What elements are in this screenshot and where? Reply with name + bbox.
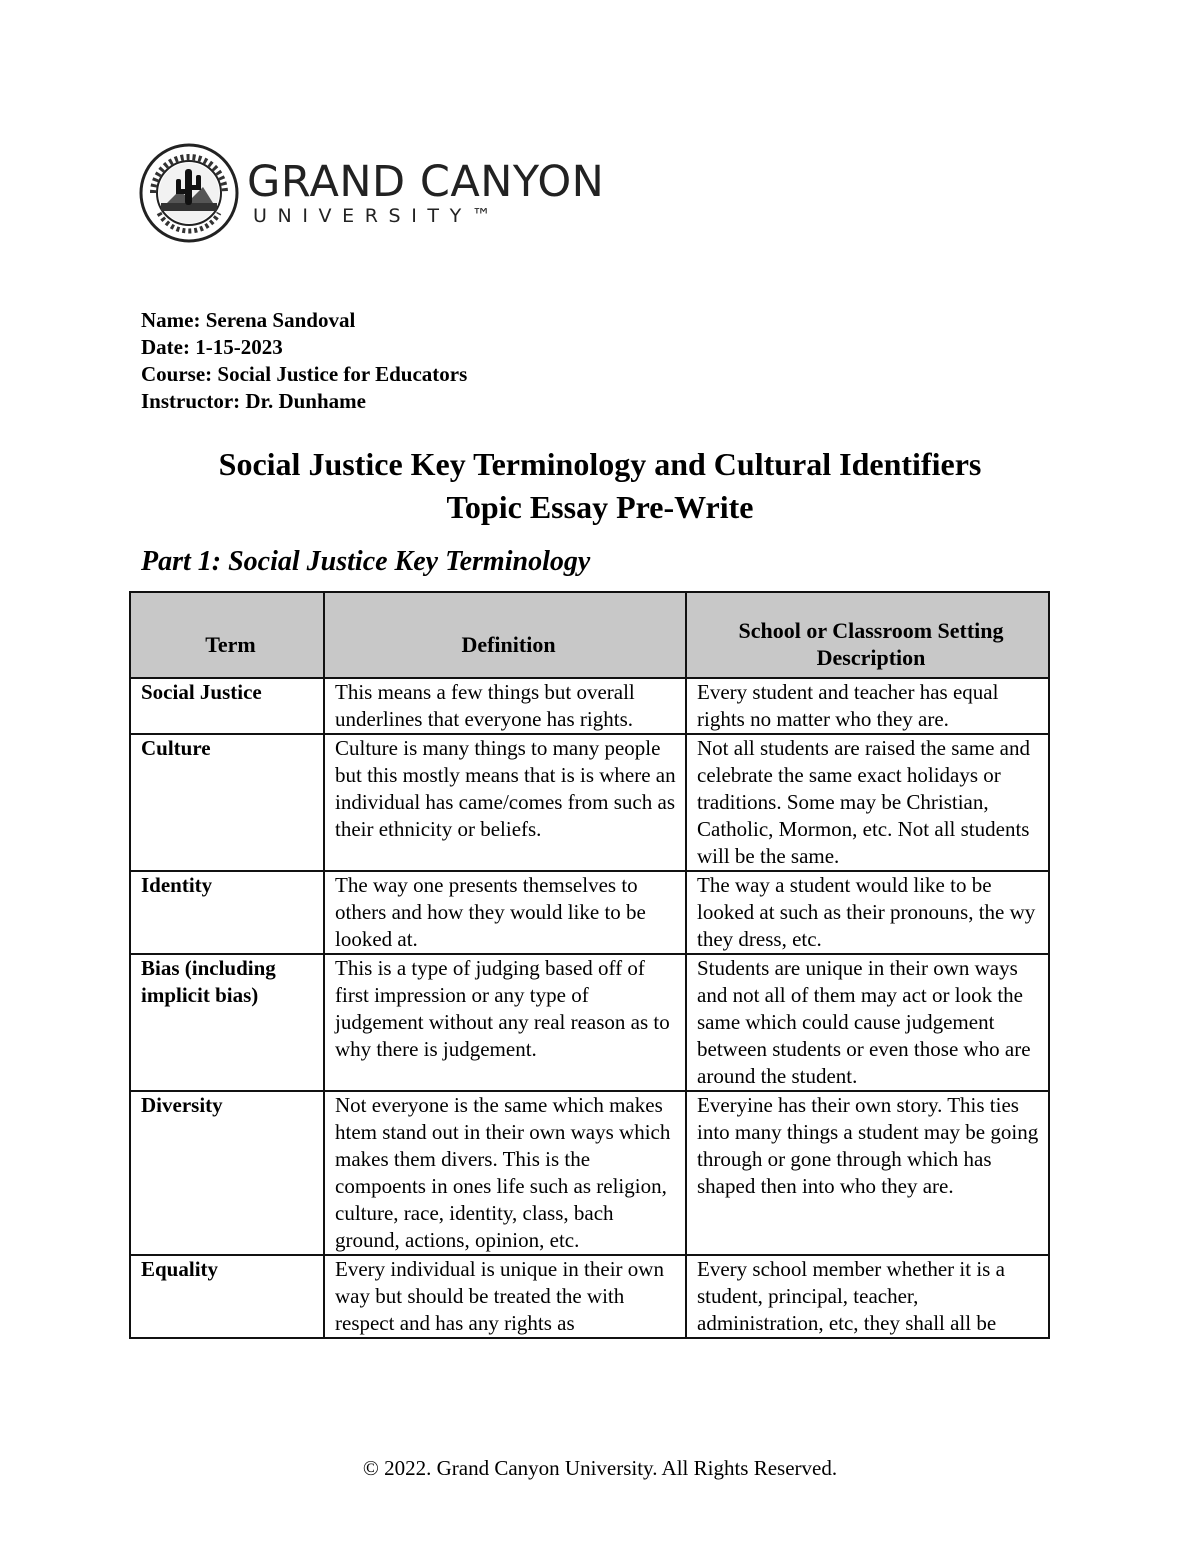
definition-cell: This means a few things but overall underlines that everyone has rights. [324,678,686,734]
table-header-row [130,592,1049,678]
setting-cell: Students are unique in their own ways and not all of them may act or look the same which could cause judgement between students or even those who are around the student. [686,954,1049,1091]
definition-cell: This is a type of judging based off of first impression or any type of judgement without any real reason as to why there is judgement. [324,954,686,1091]
part-1-heading: Part 1: Social Justice Key Terminology [141,546,591,577]
terminology-table [129,591,1050,1339]
logo-subtitle: UNIVERSITY™ [253,205,502,227]
column-header-definition: Definition [324,592,686,678]
setting-cell: Everyine has their own story. This ties into many things a student may be going through or gone through which has shaped then into who they are. [686,1091,1049,1255]
table-row [130,954,1049,1091]
setting-cell: The way a student would like to be looked at such as their pronouns, the wy they dress, etc. [686,871,1049,954]
course-name: Course: Social Justice for Educators [141,362,468,386]
term-cell: Social Justice [130,678,324,734]
definition-cell: Culture is many things to many people but this mostly means that is is where an individual has came/comes from such as their ethnicity or beliefs. [324,734,686,871]
university-logo [139,143,604,243]
instructor-name: Instructor: Dr. Dunhame [141,389,366,413]
setting-cell: Every student and teacher has equal rights no matter who they are. [686,678,1049,734]
definition-cell: The way one presents themselves to others and how they would like to be looked at. [324,871,686,954]
definition-cell: Every individual is unique in their own way but should be treated the with respect and has any rights as [324,1255,686,1338]
student-info [141,307,467,415]
term-cell: Diversity [130,1091,324,1255]
table-row [130,1091,1049,1255]
logo-name: GRAND CANYON [247,157,605,207]
table-row [130,871,1049,954]
title-line-1: Social Justice Key Terminology and Cultural Identifiers [218,446,982,482]
student-name: Name: Serena Sandoval [141,308,356,332]
column-header-term: Term [130,592,324,678]
submission-date: Date: 1-15-2023 [141,335,283,359]
setting-cell: Every school member whether it is a student, principal, teacher, administration, etc, they shall all be [686,1255,1049,1338]
table-row [130,678,1049,734]
university-seal-icon [139,143,239,243]
term-cell: Identity [130,871,324,954]
title-line-2: Topic Essay Pre-Write [446,489,754,525]
document-title [0,443,1200,529]
column-header-setting: School or Classroom Setting Description [686,592,1049,678]
term-cell: Bias (including implicit bias) [130,954,324,1091]
copyright-footer: © 2022. Grand Canyon University. All Rights Reserved. [362,1456,838,1480]
term-cell: Equality [130,1255,324,1338]
term-cell: Culture [130,734,324,871]
table-row [130,734,1049,871]
table-row [130,1255,1049,1338]
setting-cell: Not all students are raised the same and celebrate the same exact holidays or traditions. Some may be Christian, Catholic, Mormon, etc. Not all students will be the same. [686,734,1049,871]
definition-cell: Not everyone is the same which makes htem stand out in their own ways which makes them divers. This is the compoents in ones life such as religion, culture, race, identity, class, bach ground, actions, opinion, etc. [324,1091,686,1255]
